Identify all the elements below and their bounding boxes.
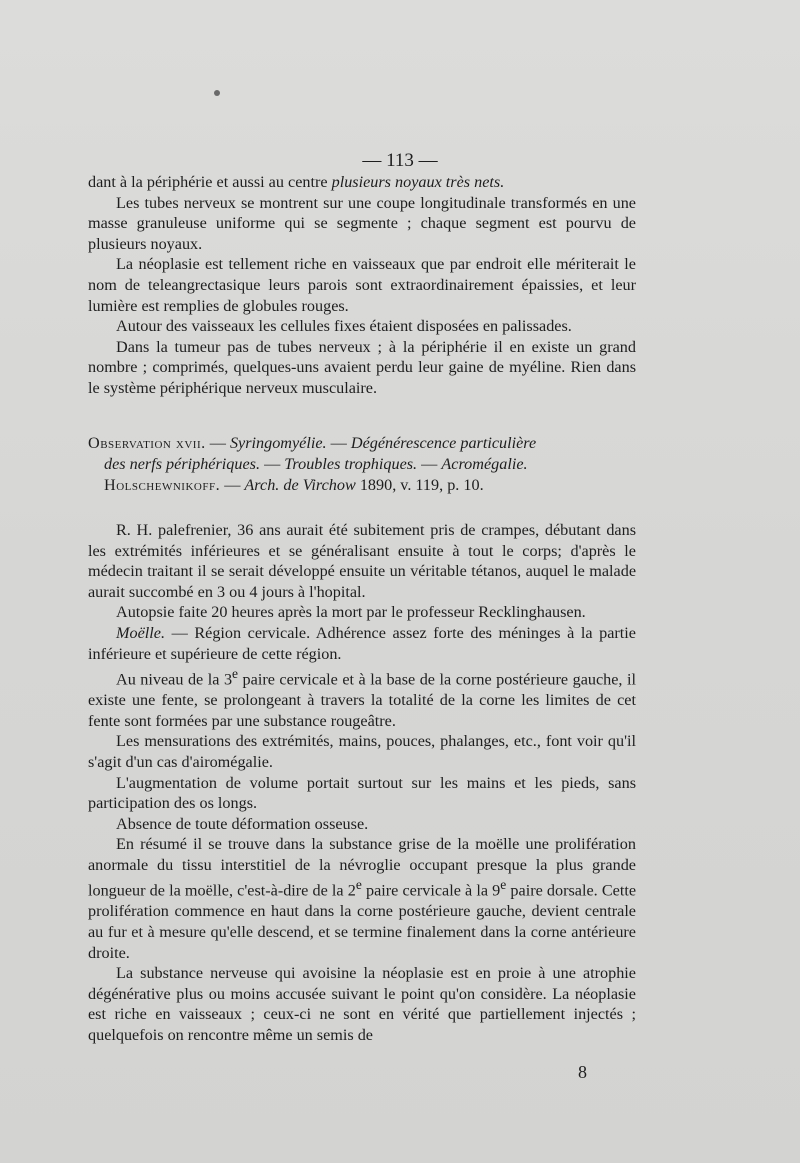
heading-line-2: des nerfs périphériques. — Troubles trophiques. — Acromégalie. bbox=[104, 455, 528, 473]
heading-line-1: Observation xvii. — Syringomyélie. — Dégénérescence particulière bbox=[88, 434, 537, 452]
paragraph: Les mensurations des extrémités, mains, pouces, phalanges, etc., font voir qu'il s'agit d'un cas d'airomégalie. bbox=[88, 732, 636, 771]
page-number: — 113 — bbox=[362, 150, 438, 171]
ink-dot bbox=[214, 90, 220, 96]
paragraph: L'augmentation de volume portait surtout sur les mains et les pieds, sans participation des os longs. bbox=[88, 773, 636, 813]
paragraph: Les tubes nerveux se montrent sur une coupe longitudinale transformés en une masse granuleuse uniforme qui se segmente ; chaque segment est pourvu de plusieurs noyaux. bbox=[88, 193, 636, 253]
paragraph: Absence de toute déformation osseuse. bbox=[116, 814, 369, 833]
observation-heading bbox=[88, 433, 648, 496]
heading-line-3: Holschewnikoff. — Arch. de Virchow 1890, v. 119, p. 10. bbox=[104, 476, 484, 494]
signature-mark: 8 bbox=[578, 1062, 587, 1082]
text-block-main bbox=[88, 520, 636, 1046]
text-block-top bbox=[88, 172, 636, 399]
paragraph: En résumé il se trouve dans la substance grise de la moëlle une prolifération anormale du tissu interstitiel de la névroglie occupant presque la plus grande longueur de la moëlle, c'est-à-dire de la 2e paire cervicale à la 9e paire dorsale. Cette prolifération commence en haut dans la corne postérieure gauche, devient centrale au fur et à mesure qu'elle descend, et se termine finalement dans la corne antérieure droite. bbox=[88, 835, 637, 962]
paragraph: Autopsie faite 20 heures après la mort par le professeur Recklinghausen. bbox=[116, 603, 586, 622]
paragraph: La substance nerveuse qui avoisine la néoplasie est en proie à une atrophie dégénérative plus ou moins accusée suivant le point qu'on considère. La néoplasie est riche en vaisseaux ; ceux-ci ne sont en vérité que partiellement injectés ; quelquefois on rencontre même un semis de bbox=[88, 964, 636, 1045]
paragraph: Autour des vaisseaux les cellules fixes étaient disposées en palissades. bbox=[116, 317, 572, 336]
paragraph: Dans la tumeur pas de tubes nerveux ; à la périphérie il en existe un grand nombre ; comprimés, quelques-uns avaient perdu leur gaine de myéline. Rien dans le système périphérique nerveux musculaire. bbox=[88, 337, 636, 397]
paragraph: R. H. palefrenier, 36 ans aurait été subitement pris de crampes, débutant dans les extrémités inférieures et se généralisant ensuite à tout le corps; d'après le médecin traitant il se serait développé ensuite un véritable tétanos, auquel le malade aurait succombé en 3 ou 4 jours à l'hopital. bbox=[88, 521, 636, 601]
paragraph: La néoplasie est tellement riche en vaisseaux que par endroit elle mériterait le nom de teleangrectasique leurs parois sont extraordinairement épaissies, et leur lumière est remplies de globules rouges. bbox=[88, 255, 636, 315]
paragraph: Au niveau de la 3e paire cervicale et à la base de la corne postérieure gauche, il existe une fente, se prolongeant à travers la totalité de la corne les limites de cet fente sont formées par une substance rougeâtre. bbox=[88, 666, 636, 730]
paragraph: Moëlle. — Région cervicale. Adhérence assez forte des méninges à la partie inférieure et supérieure de cette région. bbox=[88, 623, 636, 663]
paragraph: dant à la périphérie et aussi au centre plusieurs noyaux très nets. bbox=[88, 173, 505, 191]
